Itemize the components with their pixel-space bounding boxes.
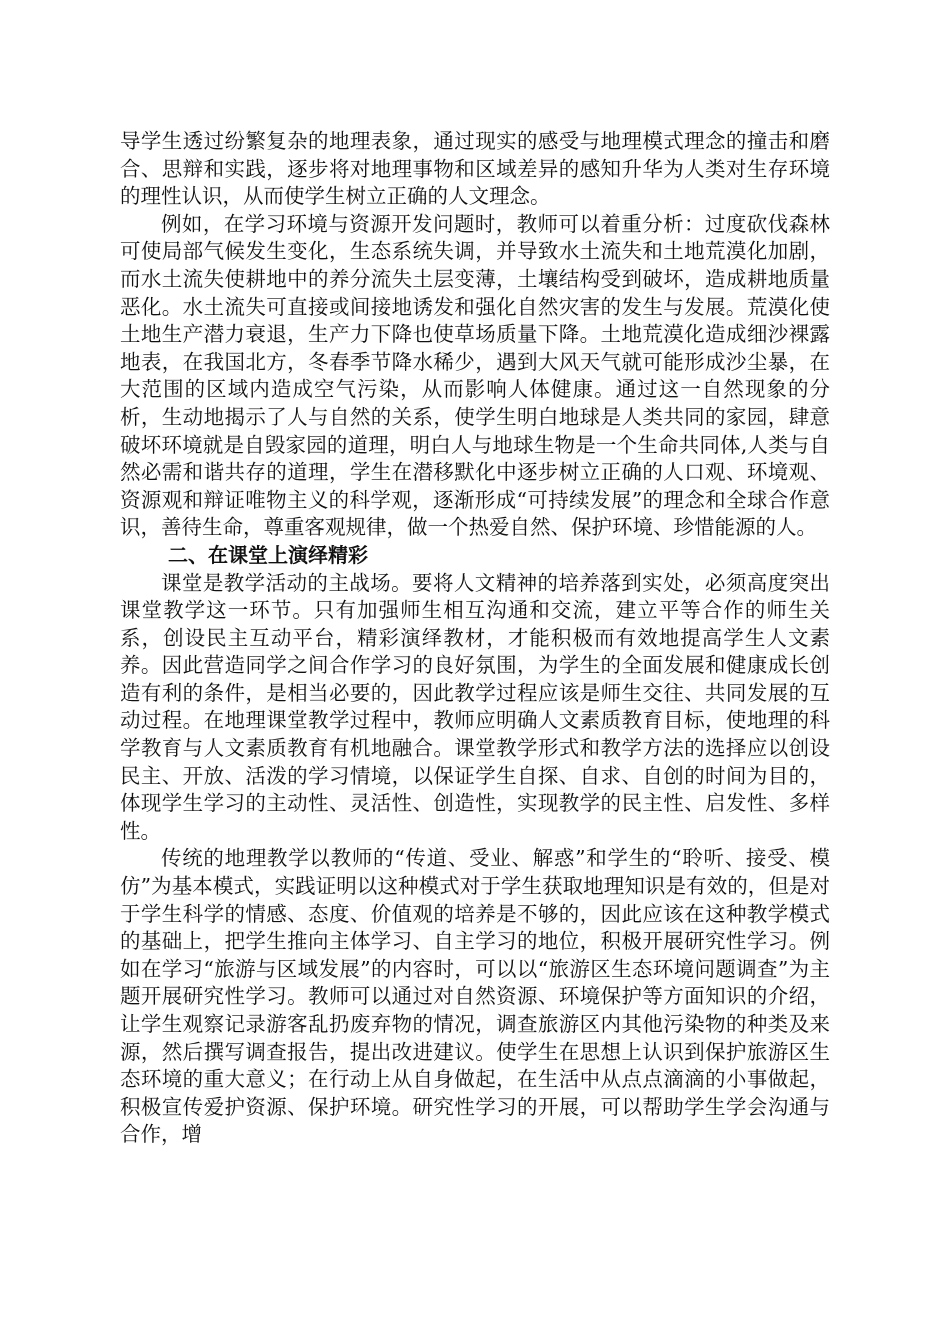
paragraph-example: 例如，在学习环境与资源开发问题时，教师可以着重分析：过度砍伐森林可使局部气候发生变化，生态系统失调，并导致水土流失和土地荒漠化加剧，而水土流失使耕地中的养分流失土层变薄，土壤结构受到破坏，造成耕地质量恶化。水土流失可直接或间接地诱发和强化自然灾害的发生与发展。荒漠化使土地生产潜力衰退，生产力下降也使草场质量下降。土地荒漠化造成细沙裸露地表，在我国北方，冬春季节降水稀少，遇到大风天气就可能形成沙尘暴，在大范围的区域内造成空气污染，从而影响人体健康。通过这一自然现象的分析，生动地揭示了人与自然的关系，使学生明白地球是人类共同的家园，肆意破坏环境就是自毁家园的道理，明白人与地球生物是一个生命共同体,人类与自然必需和谐共存的道理，学生在潜移默化中逐步树立正确的人口观、环境观、资源观和辩证唯物主义的科学观，逐渐形成“可持续发展”的理念和全球合作意识，善待生命，尊重客观规律，做一个热爱自然、保护环境、珍惜能源的人。 <box>120 211 830 540</box>
paragraph-traditional-teaching: 传统的地理教学以教师的“传道、受业、解惑”和学生的“聆听、接受、模仿”为基本模式，实践证明以这种模式对于学生获取地理知识是有效的，但是对于学生科学的情感、态度、价值观的培养是不够的，因此应该在这种教学模式的基础上，把学生推向主体学习、自主学习的地位，积极开展研究性学习。例如在学习“旅游与区域发展”的内容时，可以以“旅游区生态环境问题调查”为主题开展研究性学习。教师可以通过对自然资源、环境保护等方面知识的介绍，让学生观察记录游客乱扔废弃物的情况，调查旅游区内其他污染物的种类及来源，然后撰写调查报告，提出改进建议。使学生在思想上认识到保护旅游区生态环境的重大意义；在行动上从自身做起，在生活中从点点滴滴的小事做起，积极宣传爱护资源、保护环境。研究性学习的开展，可以帮助学生学会沟通与合作，增 <box>120 846 830 1147</box>
section-heading: 二、在课堂上演绎精彩 <box>168 542 368 567</box>
paragraph-continuation: 导学生透过纷繁复杂的地理表象，通过现实的感受与地理模式理念的撞击和磨合、思辩和实践，逐步将对地理事物和区域差异的感知升华为人类对生存环境的理性认识，从而使学生树立正确的人文理念。 <box>120 129 830 209</box>
document-body <box>120 128 830 1149</box>
paragraph-classroom: 课堂是教学活动的主战场。要将人文精神的培养落到实处，必须高度突出课堂教学这一环节。只有加强师生相互沟通和交流，建立平等合作的师生关系，创设民主互动平台，精彩演绎教材，才能积极而有效地提高学生人文素养。因此营造同学之间合作学习的良好氛围，为学生的全面发展和健康成长创造有利的条件，是相当必要的，因此教学过程应该是师生交往、共同发展的互动过程。在地理课堂教学过程中，教师应明确人文素质教育目标，使地理的科学教育与人文素质教育有机地融合。课堂教学形式和教学方法的选择应以创设民主、开放、活泼的学习情境，以保证学生自探、自求、自创的时间为目的，体现学生学习的主动性、灵活性、创造性，实现教学的民主性、启发性、多样性。 <box>120 570 830 843</box>
